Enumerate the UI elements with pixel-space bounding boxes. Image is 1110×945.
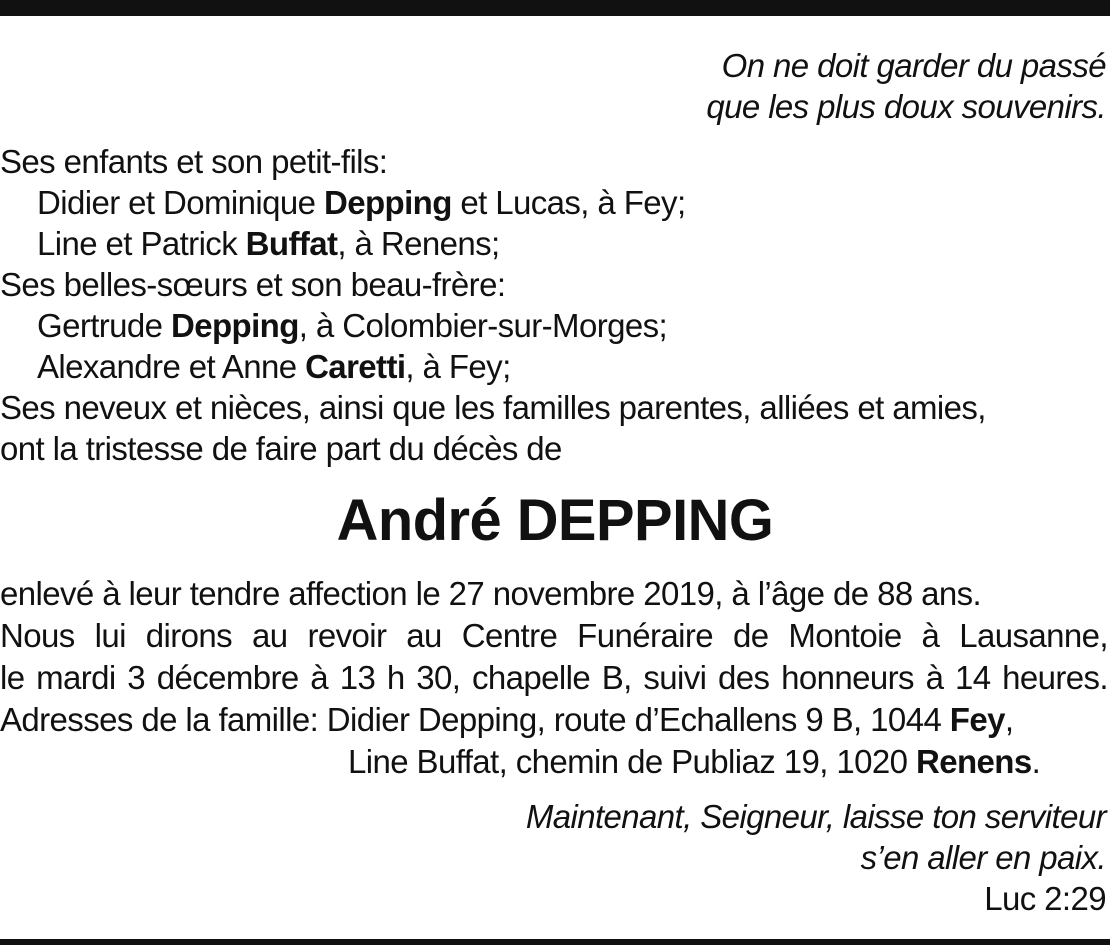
deceased-name: André DEPPING xyxy=(336,488,774,553)
inlaw-1-surname: Depping xyxy=(171,307,299,344)
inlaw-2-surname: Caretti xyxy=(305,348,406,385)
inlaw-1-first-name: Gertrude xyxy=(37,307,171,344)
inlaw-2-location: , à Fey; xyxy=(405,348,511,385)
child-1-first-names: Didier et Dominique xyxy=(37,184,324,221)
inlaw-1-location: , à Colombier-sur-Morges; xyxy=(298,307,668,344)
verse-line-2: s’en aller en paix. xyxy=(860,839,1106,876)
bottom-rule xyxy=(0,939,1110,945)
child-entry-1 xyxy=(37,183,686,223)
child-2-location: , à Renens; xyxy=(337,225,500,262)
address-1-city: Fey xyxy=(949,701,1005,738)
children-heading: Ses enfants et son petit-fils: xyxy=(0,143,388,180)
child-1-location: et Lucas, à Fey; xyxy=(451,184,686,221)
addresses-label: Adresses de la famille: xyxy=(0,701,327,738)
details-line-1: enlevé à leur tendre affection le 27 novembre 2019, à l’âge de 88 ans. xyxy=(0,575,982,612)
inlaw-2-first-names: Alexandre et Anne xyxy=(37,348,306,385)
top-rule xyxy=(0,0,1110,16)
child-2-first-names: Line et Patrick xyxy=(37,225,246,262)
child-2-surname: Buffat xyxy=(245,225,338,262)
address-1-punct: , xyxy=(1004,701,1014,738)
verse-line-1: Maintenant, Seigneur, laisse ton serviteur xyxy=(525,798,1106,835)
verse-reference: Luc 2:29 xyxy=(984,880,1106,917)
address-2-street: Line Buffat, chemin de Publiaz 19, 1020 xyxy=(348,743,916,780)
epigraph-line-2: que les plus doux souvenirs. xyxy=(706,88,1106,125)
nephews-line: Ses neveux et nièces, ainsi que les familles parentes, alliées et amies, xyxy=(0,389,986,426)
epigraph-line-1: On ne doit garder du passé xyxy=(721,47,1106,84)
address-2-punct: . xyxy=(1031,743,1041,780)
details-line-2: Nous lui dirons au revoir au Centre Funéraire de Montoie à Lausanne, xyxy=(0,617,1108,654)
inlaw-entry-2 xyxy=(37,347,511,387)
details-line-3: le mardi 3 décembre à 13 h 30, chapelle B, suivi des honneurs à 14 heures. xyxy=(0,659,1108,696)
child-1-surname: Depping xyxy=(323,184,452,221)
announce-line: ont la tristesse de faire part du décès de xyxy=(0,430,562,467)
address-1-street: Didier Depping, route d’Echallens 9 B, 1044 xyxy=(326,701,950,738)
inlaw-entry-1 xyxy=(37,306,667,346)
address-line-2 xyxy=(348,742,1040,782)
child-entry-2 xyxy=(37,224,500,264)
address-line-1 xyxy=(0,700,1013,740)
address-2-city: Renens xyxy=(915,743,1032,780)
inlaws-heading: Ses belles-sœurs et son beau-frère: xyxy=(0,266,506,303)
